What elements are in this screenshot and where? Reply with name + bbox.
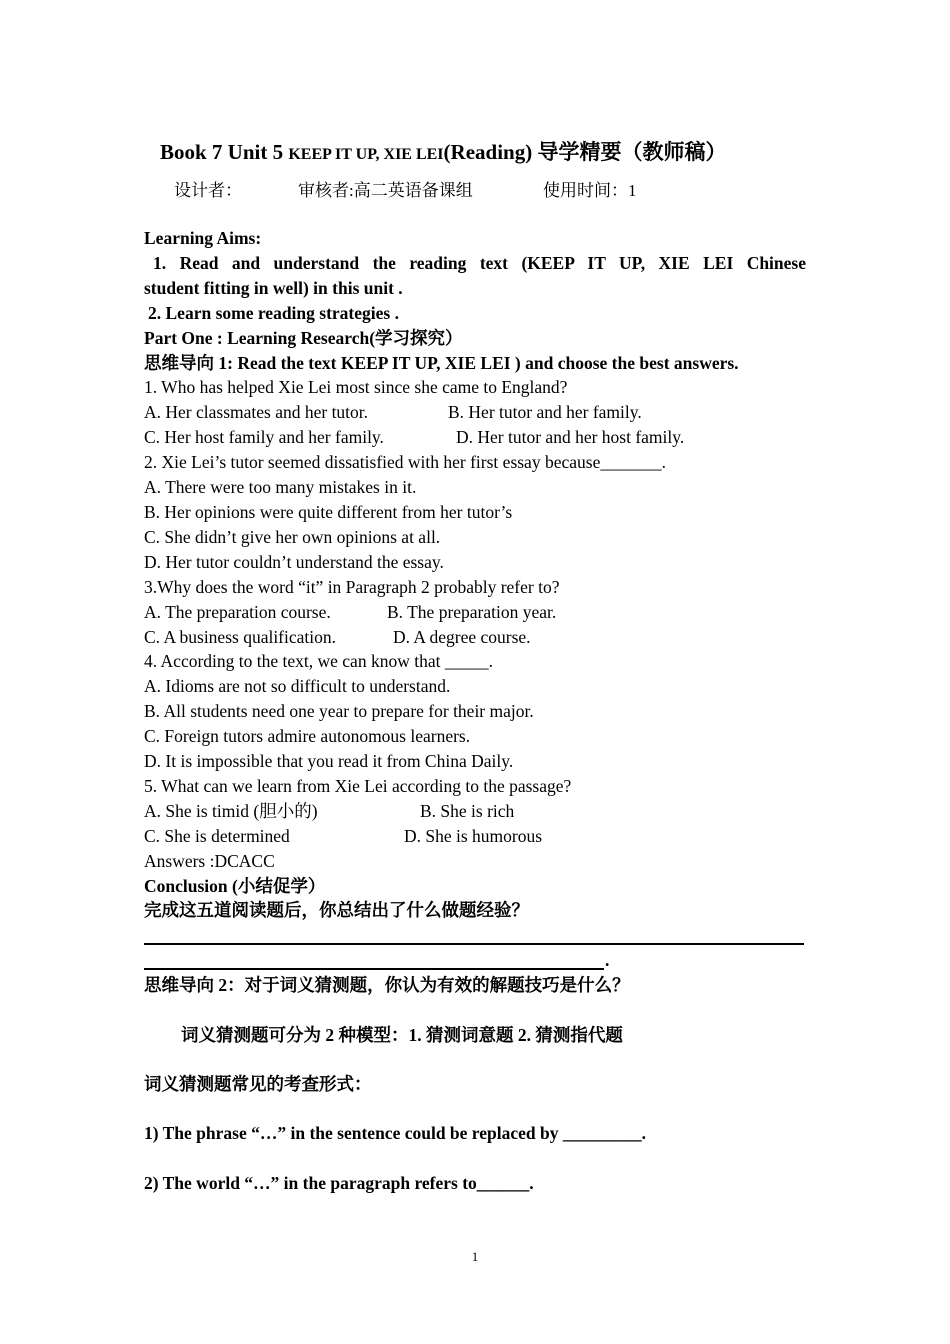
form-2: 2) The world “…” in the paragraph refers to______. [144, 1172, 534, 1193]
conclusion-prompt: 完成这五道阅读题后，你总结出了什么做题经验？ [144, 900, 529, 921]
title-unit-name: KEEP IT UP, XIE LEI [288, 146, 444, 163]
option-b: B. Her tutor and her family. [448, 402, 642, 423]
page-title [160, 136, 726, 166]
forms-heading: 词义猜测题常见的考查形式： [144, 1073, 372, 1094]
answer-blank-line-1[interactable] [144, 923, 806, 948]
option-c: C. Foreign tutors admire autonomous learners. [144, 726, 471, 747]
aim-2: 2. Learn some reading strategies . [148, 302, 399, 323]
guide-2-heading: 思维导向 2：对于词义猜测题，你认为有效的解题技巧是什么？ [144, 975, 630, 996]
option-d: D. A degree course. [393, 626, 531, 647]
aim-1-line-2: student fitting in well) in this unit . [144, 277, 403, 298]
option-d: D. She is humorous [404, 825, 543, 846]
question-models: 词义猜测题可分为 2 种模型：1. 猜测词意题 2. 猜测指代题 [181, 1024, 623, 1045]
option-a: A. She is timid (胆小的) [144, 800, 318, 821]
page-number: 1 [471, 1249, 479, 1264]
question-3: 3.Why does the word “it” in Paragraph 2 probably refer to? [144, 576, 560, 597]
option-d: D. Her tutor couldn’t understand the essay. [144, 551, 444, 572]
blank-end-mark: . [605, 950, 610, 971]
option-b: B. Her opinions were quite different from her tutor’s [144, 501, 513, 522]
option-c: C. A business qualification. [144, 626, 337, 647]
conclusion-heading: Conclusion (小结促学） [144, 875, 326, 896]
answers: Answers :DCACC [144, 850, 275, 871]
option-a: A. Idioms are not so difficult to understand. [144, 676, 451, 697]
question-3-options-row [144, 600, 806, 625]
title-book-unit: Book 7 Unit 5 [160, 140, 289, 164]
aim-1-line-1: 1. Read and understand the reading text (KEEP IT UP, XIE LEI Chinese [153, 252, 806, 273]
question-4: 4. According to the text, we can know that _____. [144, 651, 493, 672]
guide-1-heading: 思维导向 1: Read the text KEEP IT UP, XIE LEI ) and choose the best answers. [144, 352, 739, 373]
option-a: A. Her classmates and her tutor. [144, 402, 369, 423]
question-2: 2. Xie Lei’s tutor seemed dissatisfied with her first essay because_______. [144, 452, 666, 473]
answer-blank-line-2[interactable] [144, 948, 806, 973]
option-b: B. She is rich [420, 800, 515, 821]
reviewer-label: 审核者:高二英语备课组 [298, 181, 473, 200]
question-1-options-row [144, 400, 806, 425]
meta-line [174, 176, 637, 201]
form-1: 1) The phrase “…” in the sentence could be replaced by _________. [144, 1123, 646, 1144]
option-c: C. She is determined [144, 825, 290, 846]
learning-aims-heading: Learning Aims: [144, 228, 262, 248]
time-label: 使用时间：1 [543, 181, 637, 200]
question-5-options-row [144, 799, 806, 824]
option-c: C. Her host family and her family. [144, 427, 384, 448]
option-d: D. It is impossible that you read it from China Daily. [144, 751, 514, 772]
question-1-options-row [144, 425, 806, 450]
title-reading: (Reading) 导学精要（教师稿） [443, 140, 727, 164]
option-c: C. She didn’t give her own opinions at all. [144, 526, 441, 547]
question-5: 5. What can we learn from Xie Lei according to the passage? [144, 775, 572, 796]
question-3-options-row [144, 625, 806, 650]
question-1: 1. Who has helped Xie Lei most since she came to England? [144, 377, 568, 398]
option-b: B. All students need one year to prepare for their major. [144, 701, 534, 722]
part-one-heading: Part One : Learning Research(学习探究） [144, 327, 463, 348]
option-a: A. The preparation course. [144, 601, 331, 622]
option-b: B. The preparation year. [387, 601, 557, 622]
question-5-options-row [144, 824, 806, 849]
option-d: D. Her tutor and her host family. [456, 427, 685, 448]
document-body [144, 226, 806, 1196]
option-a: A. There were too many mistakes in it. [144, 477, 417, 498]
designer-label: 设计者： [174, 181, 242, 200]
